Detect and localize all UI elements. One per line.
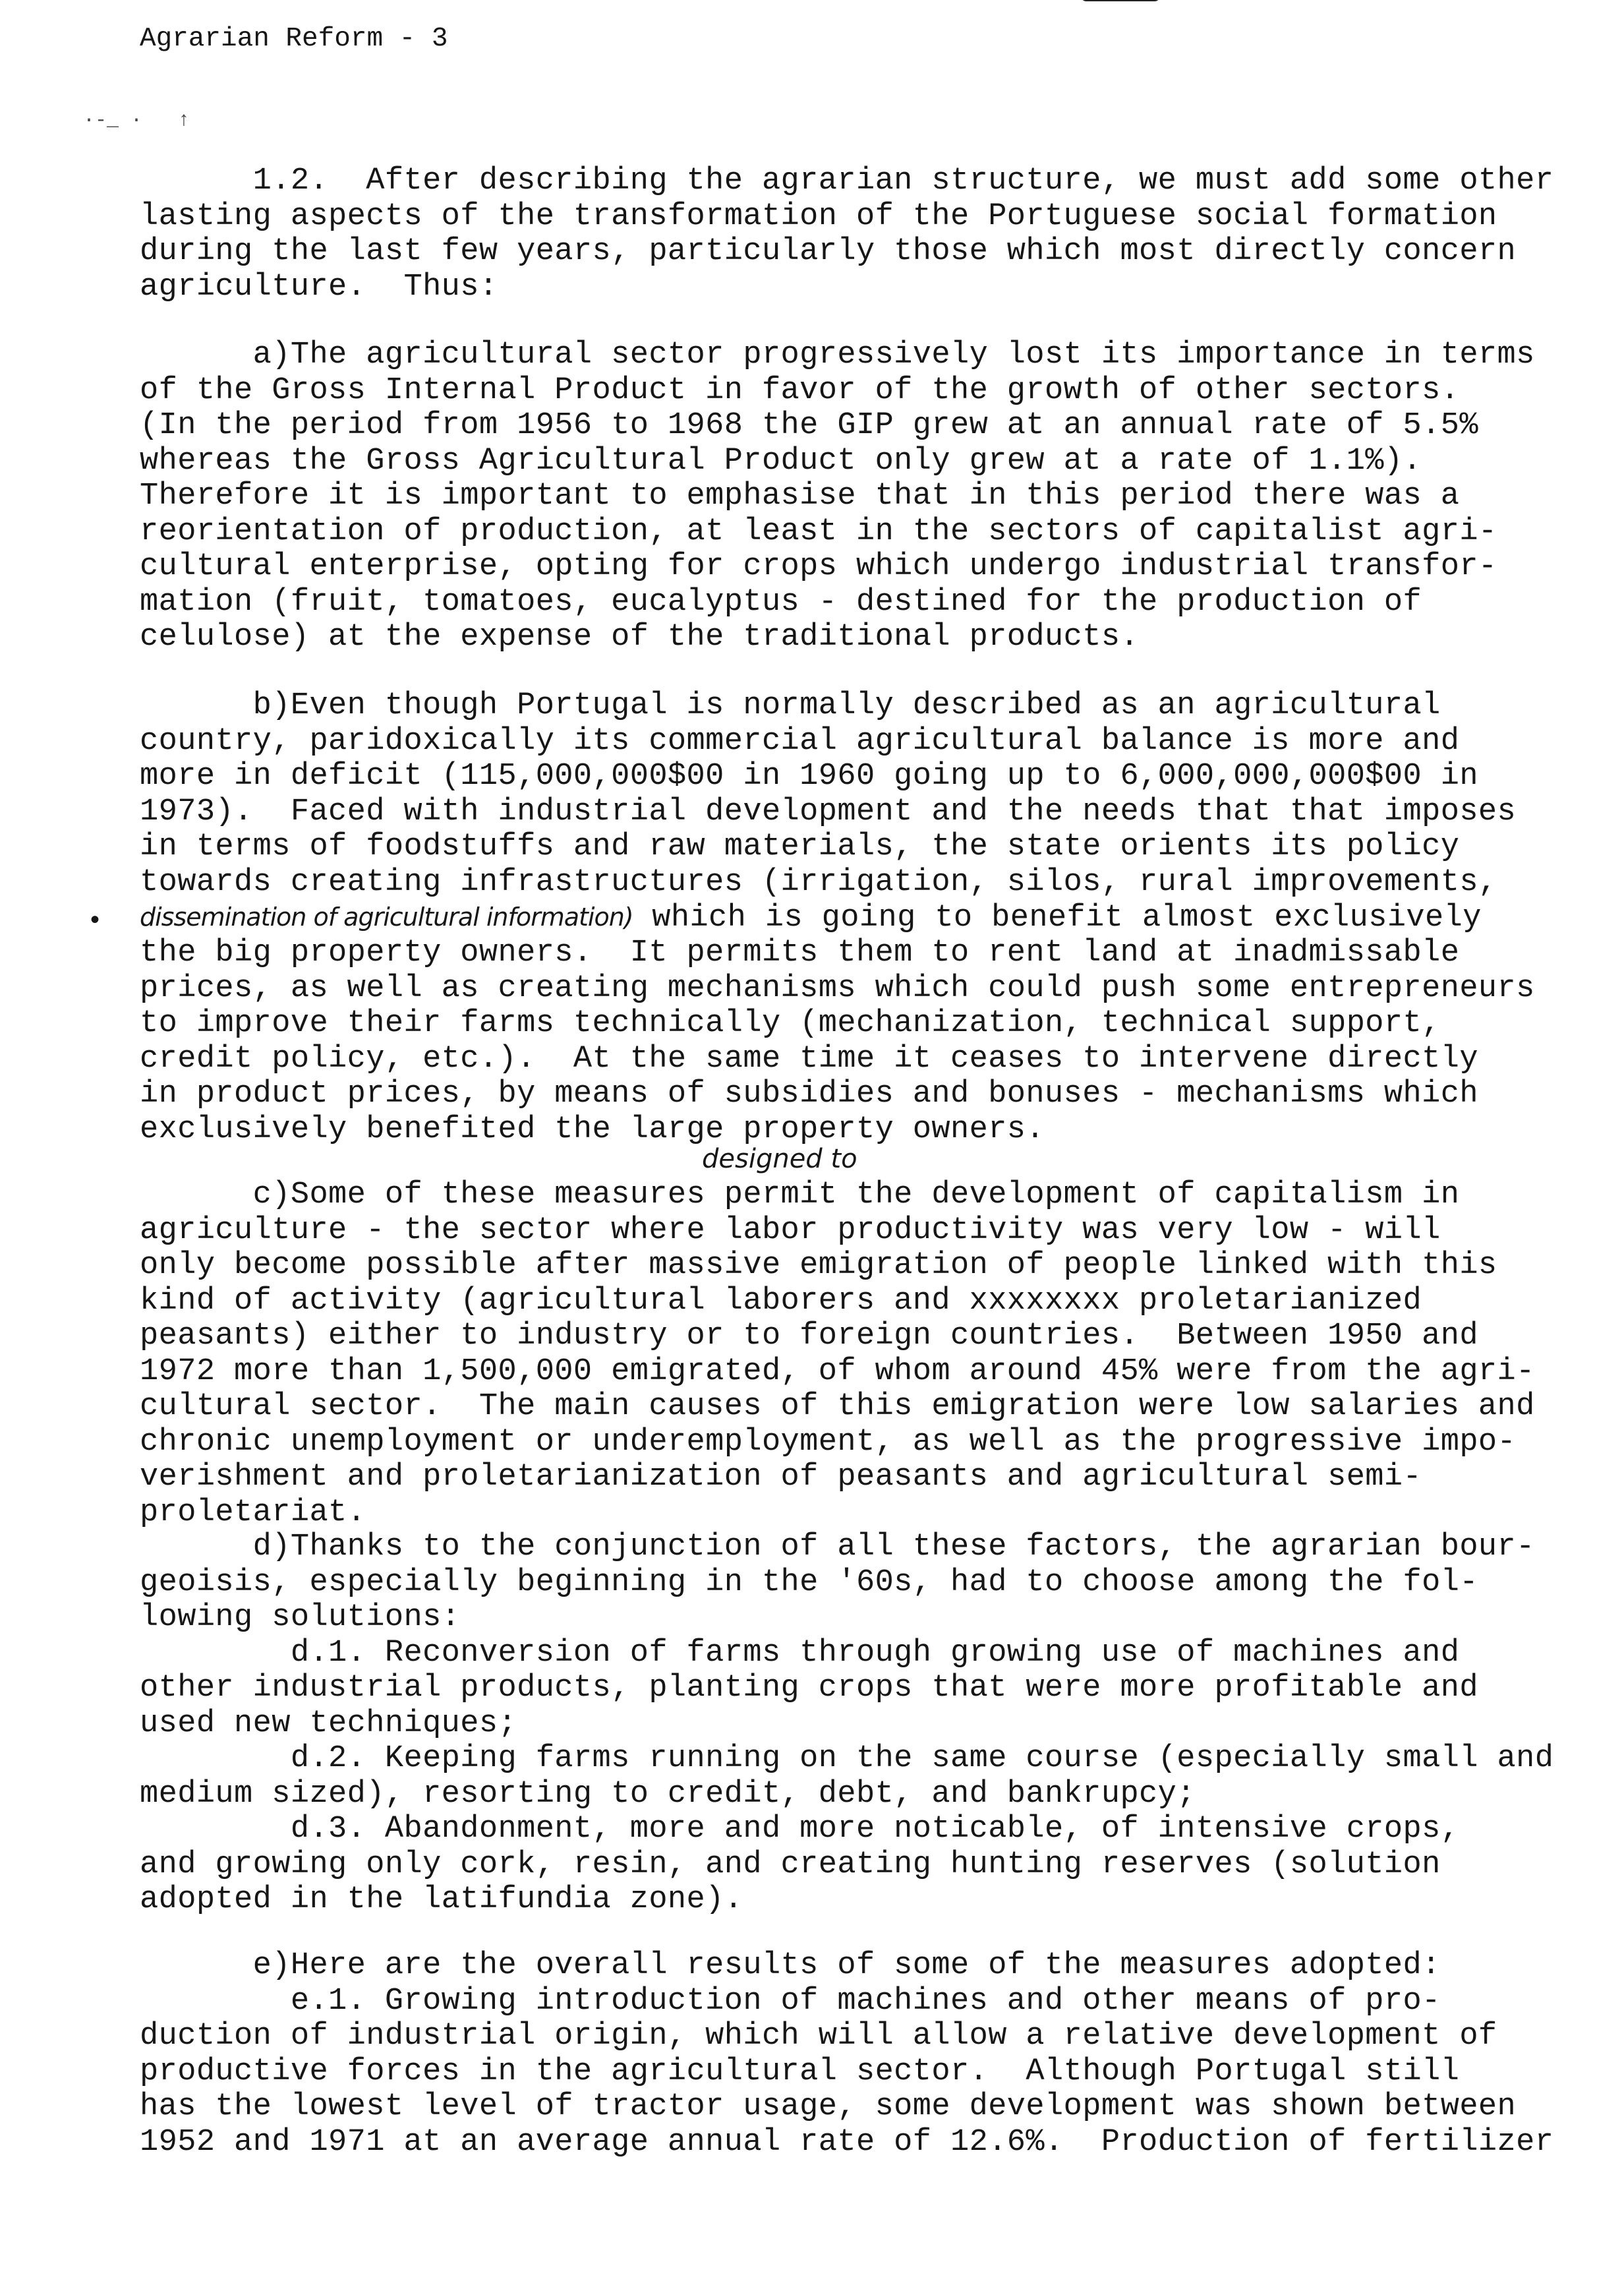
text-line: agriculture. Thus: <box>140 269 498 305</box>
paragraph-b-part1 <box>140 688 1516 900</box>
top-edge-mark <box>1081 0 1160 1</box>
paragraph-b-line-text: which is going to benefit almost exclusively <box>633 901 1482 936</box>
text-line: 1.2. After describing the agrarian structure, we must add some other <box>140 164 1554 198</box>
text-line: cultural enterprise, opting for crops which undergo industrial transfor- <box>140 549 1497 584</box>
text-line: 1973). Faced with industrial development and the needs that that imposes <box>140 794 1517 829</box>
text-line: the big property owners. It permits them to rent land at inadmissable <box>140 936 1460 970</box>
text-line: of the Gross Internal Product in favor of the growth of other sectors. <box>140 372 1460 408</box>
text-line: e)Here are the overall results of some of the measures adopted: <box>140 1948 1441 1983</box>
text-line: more in deficit (115,000,000$00 in 1960 going up to 6,000,000,000$00 in <box>140 759 1478 794</box>
text-line: productive forces in the agricultural sector. Although Portugal still <box>140 2054 1460 2089</box>
paragraph-c <box>140 1177 1535 1530</box>
text-line: reorientation of production, at least in the sectors of capitalist agri- <box>140 514 1497 549</box>
paragraph-d <box>140 1530 1553 1918</box>
text-line: d.2. Keeping farms running on the same course (especially small and <box>140 1741 1554 1776</box>
text-line: mation (fruit, tomatoes, eucalyptus - destined for the production of <box>140 584 1422 620</box>
text-line: chronic unemployment or underemployment, as well as the progressive impo- <box>140 1424 1517 1460</box>
text-line: cultural sector. The main causes of this emigration were low salaries and <box>140 1389 1535 1424</box>
text-line: 1972 more than 1,500,000 emigrated, of whom around 45% were from the agri- <box>140 1353 1535 1389</box>
paragraph-b-part2 <box>140 936 1535 1147</box>
text-line: peasants) either to industry or to foreign countries. Between 1950 and <box>140 1319 1478 1353</box>
stray-marks: ·-_ · ↑ <box>83 109 190 132</box>
handwritten-insert-designed-to: designed to <box>702 1144 857 1174</box>
text-line: exclusively benefited the large property owners. <box>140 1112 1045 1147</box>
text-line: Therefore it is important to emphasise that in this period there was a <box>140 479 1460 514</box>
text-line: geoisis, especially beginning in the '60s, had to choose among the fol- <box>140 1564 1478 1600</box>
text-line: and growing only cork, resin, and creating hunting reserves (solution <box>140 1847 1441 1882</box>
text-line: credit policy, etc.). At the same time it ceases to intervene directly <box>140 1041 1478 1077</box>
margin-bullet: • <box>87 907 103 937</box>
text-line: towards creating infrastructures (irrigation, silos, rural improvements, <box>140 864 1497 900</box>
text-line: to improve their farms technically (mechanization, technical support, <box>140 1006 1441 1041</box>
section-1-2 <box>140 164 1553 305</box>
text-line: prices, as well as creating mechanisms which could push some entrepreneurs <box>140 970 1535 1006</box>
text-line: lowing solutions: <box>140 1600 461 1635</box>
text-line: adopted in the latifundia zone). <box>140 1882 743 1917</box>
paragraph-b-handwritten-line <box>140 900 1482 936</box>
paragraph-e <box>140 1948 1553 2160</box>
text-line: d.1. Reconversion of farms through growing use of machines and <box>140 1635 1460 1671</box>
text-line: used new techniques; <box>140 1706 517 1741</box>
text-line: in terms of foodstuffs and raw materials, the state orients its policy <box>140 829 1460 864</box>
text-line: c)Some of these measures permit the development of capitalism in <box>140 1177 1460 1212</box>
text-line: has the lowest level of tractor usage, some development was shown between <box>140 2089 1517 2124</box>
paragraph-a <box>140 338 1535 655</box>
text-line: during the last few years, particularly those which most directly concern <box>140 234 1517 269</box>
text-line: b)Even though Portugal is normally described as an agricultural <box>140 688 1441 723</box>
text-line: kind of activity (agricultural laborers and xxxxxxxx proletarianized <box>140 1283 1422 1319</box>
text-line: verishment and proletarianization of peasants and agricultural semi- <box>140 1460 1422 1495</box>
text-line: lasting aspects of the transformation of the Portuguese social formation <box>140 198 1497 234</box>
text-line: e.1. Growing introduction of machines and other means of pro- <box>140 1983 1441 2019</box>
text-line: proletariat. <box>140 1495 366 1530</box>
text-line: country, paridoxically its commercial agricultural balance is more and <box>140 723 1460 759</box>
text-line: whereas the Gross Agricultural Product only grew at a rate of 1.1%). <box>140 443 1422 479</box>
text-line: d)Thanks to the conjunction of all these factors, the agrarian bour- <box>140 1530 1535 1564</box>
text-line: medium sized), resorting to credit, debt, and bankrupcy; <box>140 1776 1196 1812</box>
page-header: Agrarian Reform - 3 <box>140 24 448 54</box>
text-line: duction of industrial origin, which will allow a relative development of <box>140 2019 1497 2054</box>
text-line: only become possible after massive emigration of people linked with this <box>140 1248 1497 1283</box>
handwritten-insertion: dissemination of agricultural information) <box>140 903 633 932</box>
text-line: agriculture - the sector where labor productivity was very low - will <box>140 1212 1441 1248</box>
text-line: (In the period from 1956 to 1968 the GIP grew at an annual rate of 5.5% <box>140 408 1478 443</box>
text-line: d.3. Abandonment, more and more noticable, of intensive crops, <box>140 1812 1460 1847</box>
text-line: a)The agricultural sector progressively lost its importance in terms <box>140 338 1535 372</box>
text-line: 1952 and 1971 at an average annual rate of 12.6%. Production of fertilizer <box>140 2124 1554 2160</box>
text-line: in product prices, by means of subsidies and bonuses - mechanisms which <box>140 1077 1478 1112</box>
text-line: other industrial products, planting crops that were more profitable and <box>140 1671 1478 1706</box>
text-line: celulose) at the expense of the traditional products. <box>140 620 1140 655</box>
